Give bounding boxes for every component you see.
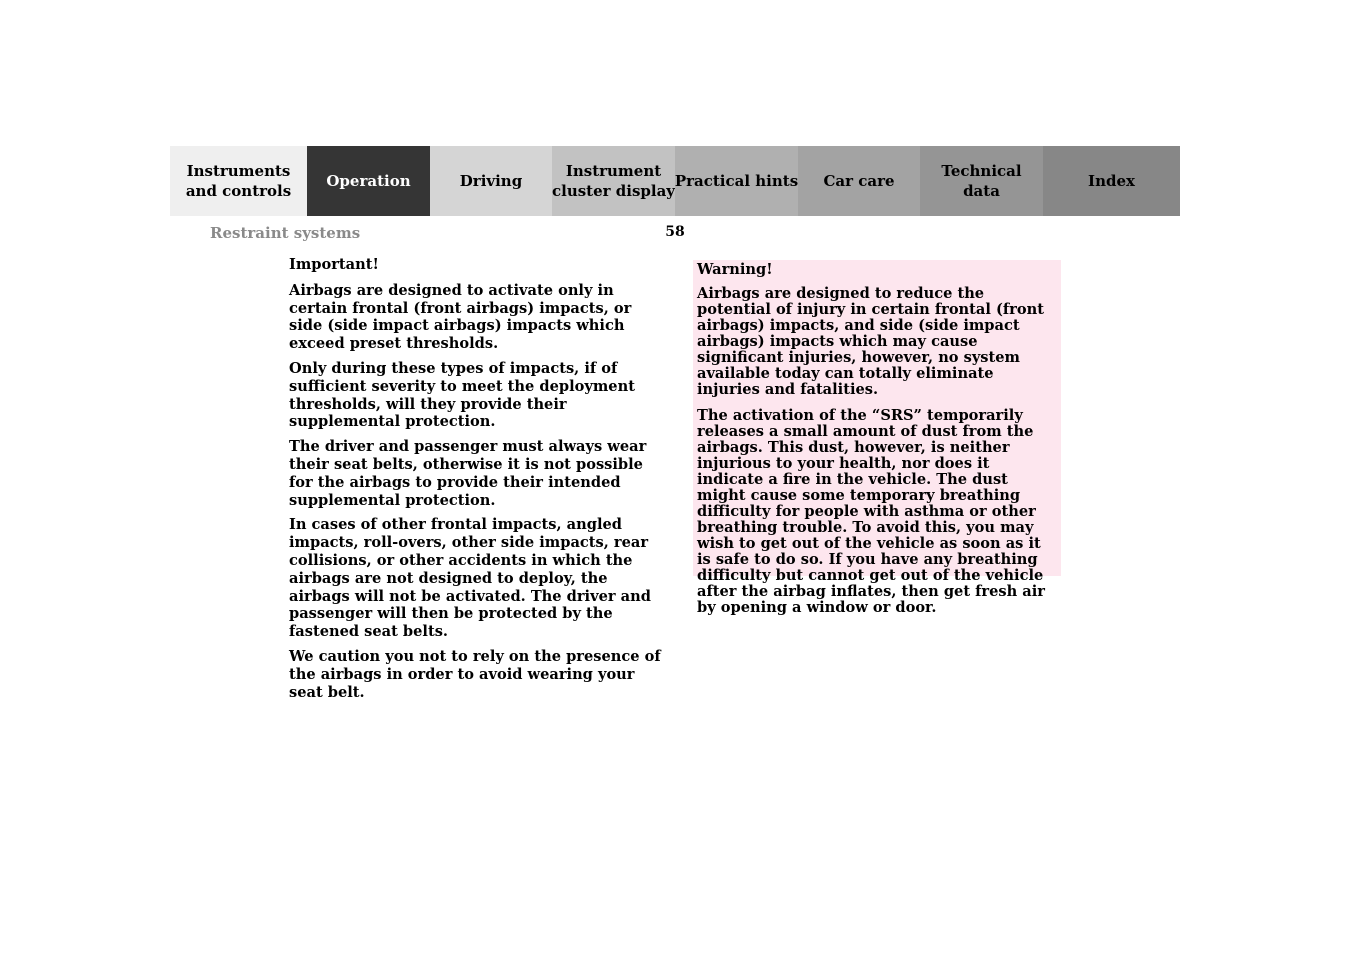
tab-technical-data[interactable] <box>920 146 1043 216</box>
tab-label: Car care <box>823 172 895 190</box>
tab-instrument-cluster-display[interactable] <box>552 146 675 216</box>
tab-label: Driving <box>459 172 523 190</box>
warning-paragraph: The activation of the “SRS” temporarily releases a small amount of dust from the airbags. This dust, however, is neither injurious to your health, nor does it indicate a fire in the vehicle. The dust might cause some temporary breathing difficulty for people with asthma or other breathing trouble. To avoid this, you may wish to get out of the vehicle as soon as it is safe to do so. If you have any breathing difficulty but cannot get out of the vehicle after the airbag inflates, then get fresh air by opening a window or door. <box>697 407 1045 616</box>
section-tab-bar <box>170 146 1180 216</box>
tab-operation[interactable] <box>307 146 430 216</box>
warning-paragraph: Airbags are designed to reduce the potential of injury in certain frontal (front airbags) impacts, and side (side impact airbags) impacts which may cause significant injuries, however, no system available today can totally eliminate injuries and fatalities. <box>697 285 1044 398</box>
tab-label: Index <box>1088 172 1135 190</box>
important-notes <box>289 256 661 708</box>
tab-label-line1: Technical <box>941 162 1022 180</box>
tab-label-line1: Instrument <box>565 162 662 180</box>
important-paragraph: In cases of other frontal impacts, angled impacts, roll-overs, other side impacts, rear collisions, or other accidents in which the airbags are not designed to deploy, the airbags will not be activated. The driver and passenger will then be protected by the fastened seat belts. <box>289 516 651 641</box>
important-heading: Important! <box>289 256 379 273</box>
warning-box <box>693 260 1061 616</box>
important-paragraph: We caution you not to rely on the presence of the airbags in order to avoid wearing your seat belt. <box>289 647 661 701</box>
tab-label-line1: Instruments <box>186 162 291 180</box>
tab-label: Practical hints <box>674 172 799 190</box>
tab-instruments-and-controls[interactable] <box>170 146 307 216</box>
important-paragraph: The driver and passenger must always wear their seat belts, otherwise it is not possible for the airbags to provide their intended supplemental protection. <box>289 438 647 509</box>
page-number: 58 <box>665 224 685 240</box>
tab-car-care[interactable] <box>798 146 920 216</box>
section-title: Restraint systems <box>210 224 361 242</box>
tab-label-line2: cluster display <box>551 182 676 200</box>
tab-label-line2: and controls <box>185 182 292 200</box>
tab-driving[interactable] <box>430 146 552 216</box>
warning-heading: Warning! <box>697 261 773 278</box>
tab-practical-hints[interactable] <box>675 146 798 216</box>
tab-label: Operation <box>326 172 411 190</box>
tab-index[interactable] <box>1043 146 1180 216</box>
tab-label-line2: data <box>963 182 1000 200</box>
important-paragraph: Airbags are designed to activate only in certain frontal (front airbags) impacts, or side (side impact airbags) impacts which exceed preset thresholds. <box>289 281 632 353</box>
important-paragraph: Only during these types of impacts, if of sufficient severity to meet the deployment thresholds, will they provide their supplemental protection. <box>289 359 635 431</box>
